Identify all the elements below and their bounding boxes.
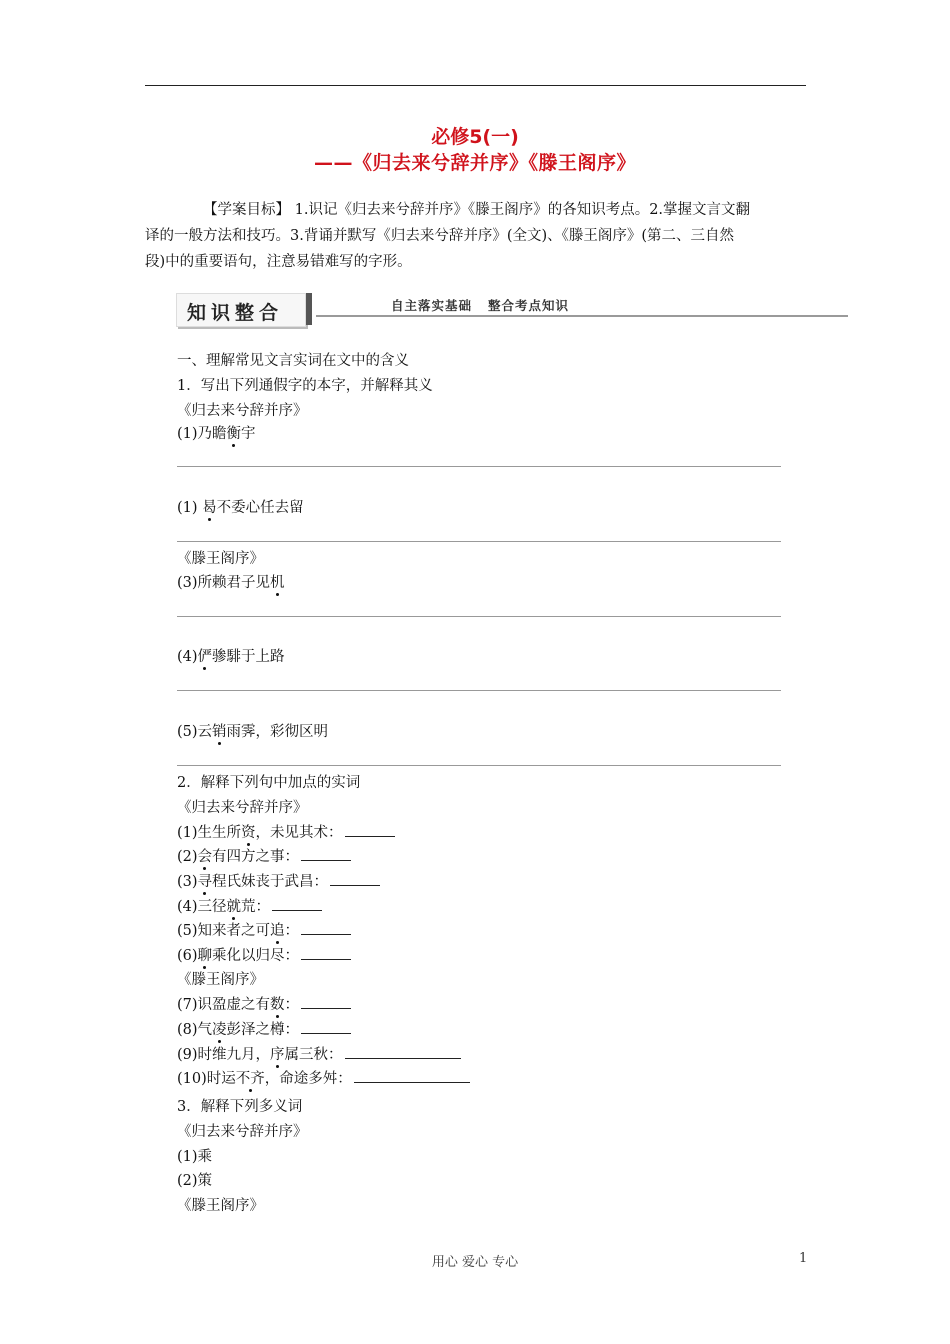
dotted-char: 俨 [197, 649, 213, 665]
text-segment: (4)三径 [177, 899, 227, 915]
dotted-char: 曷 [202, 500, 217, 516]
page-title: 必修5(一) [431, 126, 519, 148]
item-1-4 [177, 647, 285, 667]
item-2-4 [177, 896, 322, 917]
objectives-line-2: 译的一般方法和技巧。3.背诵并默写《归去来兮辞并序》(全文)、《滕王阁序》(第二、三自然 [145, 228, 735, 244]
text-segment: (1)乃瞻 [177, 426, 227, 442]
fill-blank[interactable] [272, 896, 322, 911]
dotted-char: 序 [270, 1047, 285, 1063]
source-guiqulai-1: 《归去来兮辞并序》 [177, 403, 308, 419]
source-tengwang-3: 《滕王阁序》 [177, 1198, 264, 1214]
fill-blank[interactable] [354, 1068, 470, 1083]
item-2-7 [177, 994, 351, 1015]
dotted-char: 会 [197, 849, 213, 865]
source-tengwang-1: 《滕王阁序》 [177, 551, 264, 567]
text-segment: (9)时维九月， [177, 1047, 271, 1063]
dotted-char: 聊 [197, 948, 213, 964]
text-segment: ，未见其术： [255, 825, 343, 841]
text-segment: (5)云 [177, 724, 213, 740]
answer-line[interactable] [177, 765, 781, 766]
answer-line[interactable] [177, 541, 781, 542]
item-3-1: (1)乘 [177, 1149, 213, 1165]
text-segment: 彭泽之樽： [226, 1022, 300, 1038]
page-subtitle: ——《归去来兮辞并序》《滕王阁序》 [313, 152, 636, 174]
item-2-2 [177, 846, 351, 867]
dotted-char: 寻 [197, 874, 213, 890]
text-segment: (4) [177, 649, 198, 665]
source-tengwang-2: 《滕王阁序》 [177, 972, 264, 988]
fill-blank[interactable] [330, 871, 380, 886]
fill-blank[interactable] [301, 945, 351, 960]
text-segment: 有四方之事： [212, 849, 300, 865]
question-2: 2．解释下列句中加点的实词 [177, 775, 361, 791]
item-2-9 [177, 1044, 461, 1065]
item-1-3 [177, 573, 285, 593]
text-segment: (8)气 [177, 1022, 213, 1038]
fill-blank[interactable] [301, 920, 351, 935]
dotted-char: 就 [226, 899, 242, 915]
item-2-1 [177, 822, 395, 843]
section-banner [176, 293, 848, 327]
text-segment: 乘化以归尽： [212, 948, 300, 964]
fill-blank[interactable] [345, 1044, 461, 1059]
objectives-line-1: 1.识记《归去来兮辞并序》《滕王阁序》的各知识考点。2.掌握文言文翻 [290, 202, 751, 218]
page-number: 1 [799, 1251, 808, 1266]
footer-motto: 用心 爱心 专心 [431, 1255, 519, 1270]
section1-heading: 一、理解常见文言实词在文中的含义 [177, 353, 409, 369]
header-rule [145, 85, 806, 86]
dotted-char: 数 [270, 997, 285, 1013]
fill-blank[interactable] [301, 846, 351, 861]
text-segment: ： [284, 923, 300, 939]
text-segment: 宇 [241, 426, 256, 442]
text-segment: 雨霁，彩彻区明 [226, 724, 329, 740]
item-1-2 [177, 498, 304, 518]
question-3: 3．解释下列多义词 [177, 1099, 303, 1115]
item-1-1 [177, 424, 256, 444]
banner-box [176, 293, 306, 327]
dotted-char: 衡 [226, 426, 242, 442]
dotted-char: 机 [270, 575, 285, 591]
objectives-line-3: 段)中的重要语句，注意易错难写的字形。 [145, 254, 412, 270]
fill-blank[interactable] [301, 994, 351, 1009]
text-segment: ，命途多舛： [264, 1071, 352, 1087]
banner-subtitle: 自主落实基础 整合考点知识 [391, 298, 570, 313]
text-segment: ： [284, 997, 300, 1013]
text-segment: (1) [177, 500, 203, 516]
answer-line[interactable] [177, 690, 781, 691]
dotted-char: 凌 [212, 1022, 227, 1038]
text-segment: (6) [177, 948, 198, 964]
text-segment: (5)知来者之可 [177, 923, 271, 939]
answer-line[interactable] [177, 466, 781, 467]
source-guiqulai-2: 《归去来兮辞并序》 [177, 800, 308, 816]
item-1-5 [177, 722, 328, 742]
text-segment: (3) [177, 874, 198, 890]
item-2-10 [177, 1068, 470, 1089]
item-2-3 [177, 871, 380, 892]
dotted-char: 销 [212, 724, 227, 740]
answer-line[interactable] [177, 616, 781, 617]
text-segment: (2) [177, 849, 198, 865]
item-2-8 [177, 1019, 351, 1040]
item-2-5 [177, 920, 351, 941]
banner-underline [316, 315, 848, 317]
text-segment: (7)识盈虚之有 [177, 997, 271, 1013]
learning-objectives [145, 197, 813, 275]
text-segment: 不委心任去留 [216, 500, 304, 516]
question-1: 1．写出下列通假字的本字，并解释其义 [177, 378, 433, 394]
fill-blank[interactable] [345, 822, 395, 837]
text-segment: 荒： [241, 899, 271, 915]
dotted-char: 资 [241, 825, 256, 841]
text-segment: 程氏妹丧于武昌： [212, 874, 329, 890]
text-segment: (1)生生所 [177, 825, 242, 841]
text-segment: (10)时运 [177, 1071, 236, 1087]
dotted-char: 追 [270, 923, 285, 939]
banner-bar [306, 293, 312, 325]
text-segment: 属三秋： [284, 1047, 343, 1063]
text-segment: (3)所赖君子见 [177, 575, 271, 591]
objectives-label: 【学案目标】 [203, 202, 290, 218]
item-2-6 [177, 945, 351, 966]
dotted-char: 不齐 [235, 1071, 265, 1087]
item-3-2: (2)策 [177, 1173, 213, 1189]
text-segment: 骖騑于上路 [212, 649, 285, 665]
fill-blank[interactable] [301, 1019, 351, 1034]
source-guiqulai-3: 《归去来兮辞并序》 [177, 1124, 308, 1140]
banner-title: 知识整合 [187, 302, 284, 324]
